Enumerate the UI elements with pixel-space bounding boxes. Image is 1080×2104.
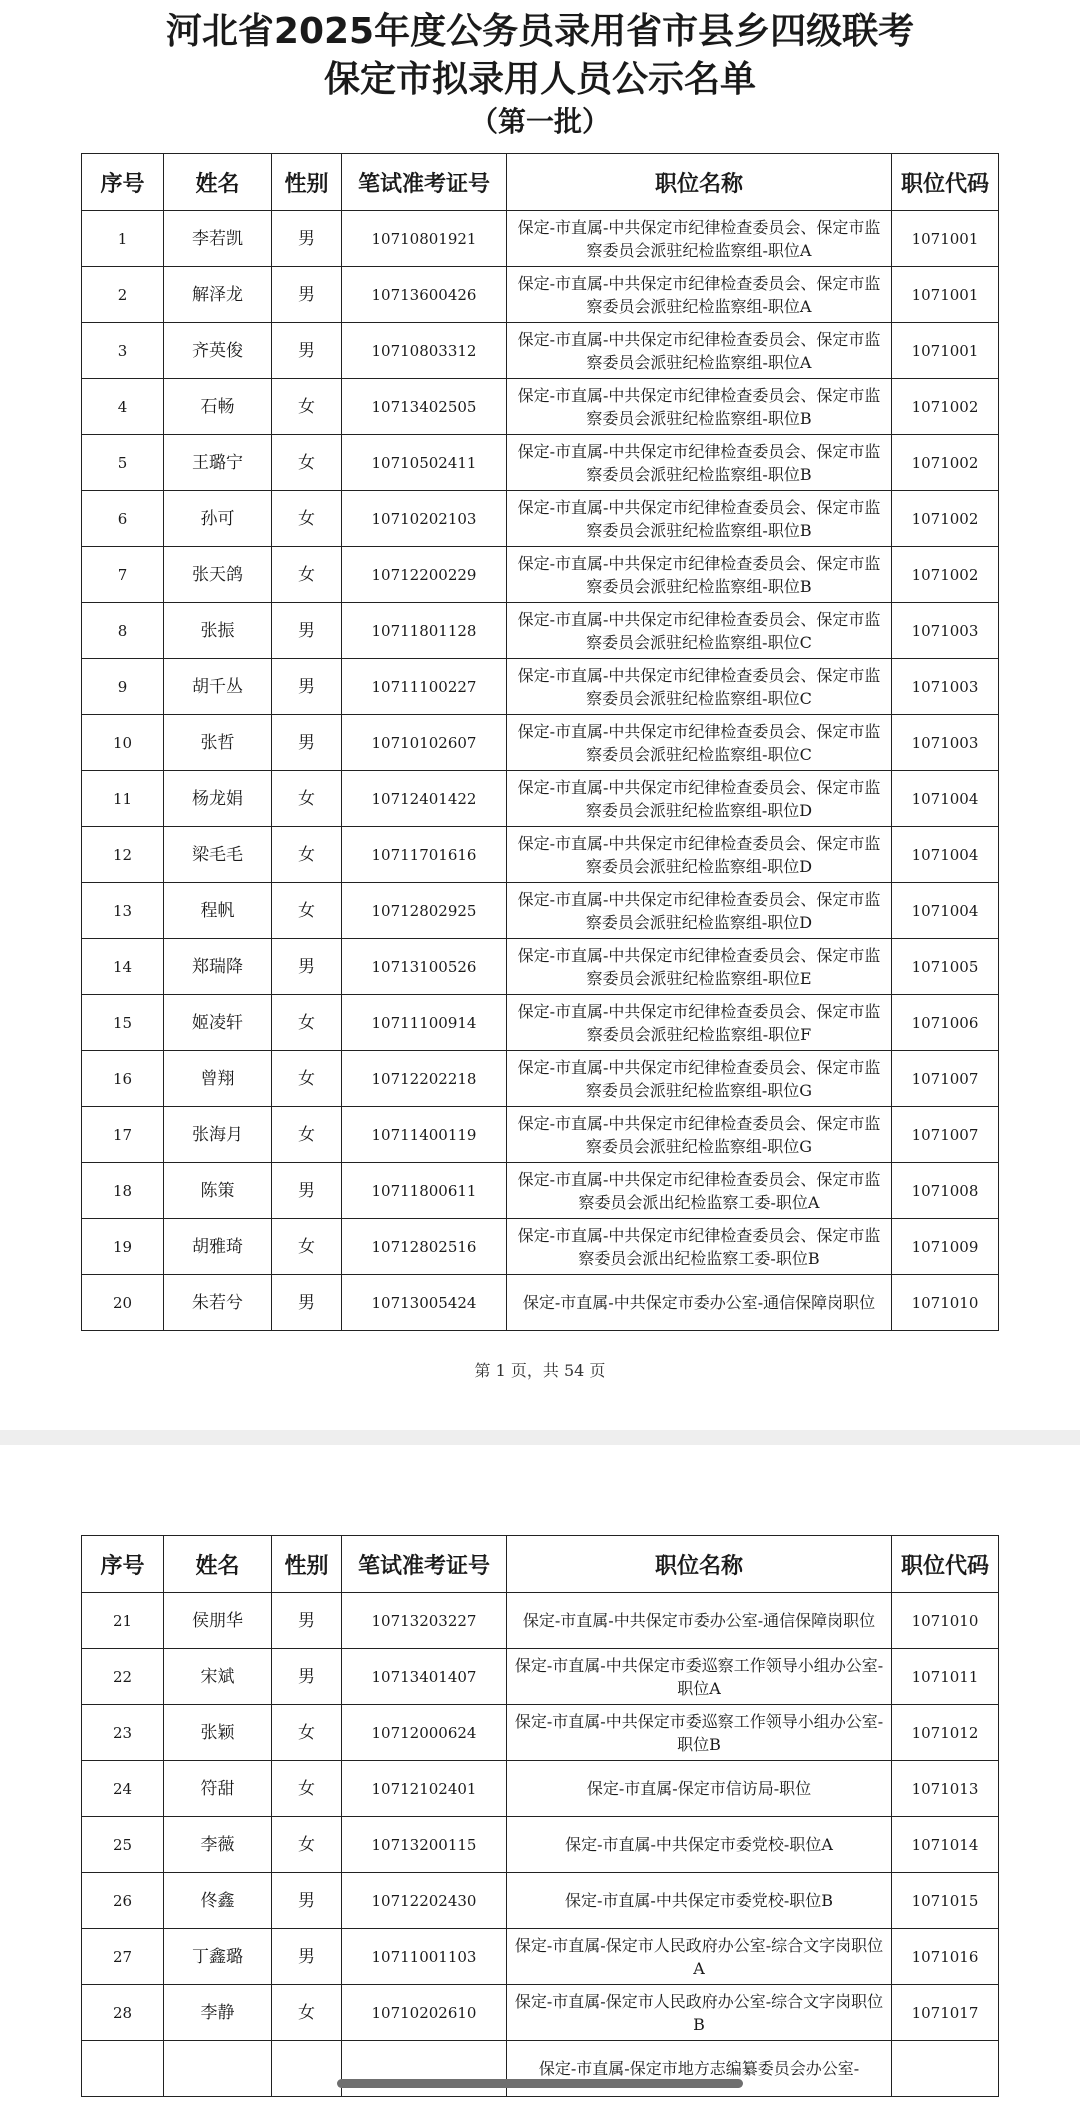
cell-position: 保定-市直属-中共保定市纪律检查委员会、保定市监察委员会派驻纪检监察组-职位B bbox=[507, 491, 892, 547]
table-row bbox=[82, 603, 999, 659]
table-row bbox=[82, 1929, 999, 1985]
cell-index bbox=[82, 2041, 164, 2097]
cell-exam-id: 10713200115 bbox=[342, 1817, 507, 1873]
cell-code: 1071002 bbox=[892, 491, 999, 547]
cell-name: 曾翔 bbox=[164, 1051, 272, 1107]
cell-gender: 女 bbox=[272, 883, 342, 939]
cell-gender: 女 bbox=[272, 547, 342, 603]
cell-index: 23 bbox=[82, 1705, 164, 1761]
cell-gender bbox=[272, 2041, 342, 2097]
table-row bbox=[82, 1107, 999, 1163]
cell-position: 保定-市直属-中共保定市纪律检查委员会、保定市监察委员会派驻纪检监察组-职位E bbox=[507, 939, 892, 995]
cell-name: 程帆 bbox=[164, 883, 272, 939]
cell-exam-id: 10710801921 bbox=[342, 211, 507, 267]
cell-name: 梁毛毛 bbox=[164, 827, 272, 883]
table-row bbox=[82, 435, 999, 491]
cell-gender: 男 bbox=[272, 323, 342, 379]
cell-position: 保定-市直属-中共保定市纪律检查委员会、保定市监察委员会派驻纪检监察组-职位G bbox=[507, 1107, 892, 1163]
cell-position: 保定-市直属-中共保定市委党校-职位A bbox=[507, 1817, 892, 1873]
cell-name: 张天鸽 bbox=[164, 547, 272, 603]
cell-index: 10 bbox=[82, 715, 164, 771]
table-row bbox=[82, 267, 999, 323]
cell-exam-id: 10712200229 bbox=[342, 547, 507, 603]
cell-name: 郑瑞降 bbox=[164, 939, 272, 995]
cell-gender: 女 bbox=[272, 827, 342, 883]
cell-index: 27 bbox=[82, 1929, 164, 1985]
cell-name: 石畅 bbox=[164, 379, 272, 435]
cell-index: 11 bbox=[82, 771, 164, 827]
cell-position: 保定-市直属-中共保定市纪律检查委员会、保定市监察委员会派驻纪检监察组-职位D bbox=[507, 883, 892, 939]
table-row bbox=[82, 1705, 999, 1761]
cell-name: 宋斌 bbox=[164, 1649, 272, 1705]
col-header-gender: 性别 bbox=[272, 1536, 342, 1593]
cell-code bbox=[892, 2041, 999, 2097]
cell-index: 2 bbox=[82, 267, 164, 323]
cell-position: 保定-市直属-中共保定市纪律检查委员会、保定市监察委员会派驻纪检监察组-职位B bbox=[507, 435, 892, 491]
cell-name: 张振 bbox=[164, 603, 272, 659]
cell-gender: 男 bbox=[272, 1929, 342, 1985]
cell-code: 1071001 bbox=[892, 211, 999, 267]
cell-index: 9 bbox=[82, 659, 164, 715]
cell-gender: 男 bbox=[272, 1593, 342, 1649]
document-subtitle: 保定市拟录用人员公示名单 bbox=[323, 59, 756, 100]
table-row bbox=[82, 1219, 999, 1275]
cell-name: 姬凌轩 bbox=[164, 995, 272, 1051]
cell-position: 保定-市直属-中共保定市纪律检查委员会、保定市监察委员会派驻纪检监察组-职位G bbox=[507, 1051, 892, 1107]
cell-position: 保定-市直属-中共保定市纪律检查委员会、保定市监察委员会派驻纪检监察组-职位C bbox=[507, 715, 892, 771]
cell-gender: 男 bbox=[272, 1163, 342, 1219]
cell-index: 4 bbox=[82, 379, 164, 435]
cell-index: 14 bbox=[82, 939, 164, 995]
table-row bbox=[82, 1593, 999, 1649]
cell-index: 18 bbox=[82, 1163, 164, 1219]
col-header-name: 姓名 bbox=[164, 154, 272, 211]
cell-gender: 男 bbox=[272, 715, 342, 771]
cell-code: 1071007 bbox=[892, 1051, 999, 1107]
cell-position: 保定-市直属-中共保定市纪律检查委员会、保定市监察委员会派驻纪检监察组-职位A bbox=[507, 211, 892, 267]
cell-exam-id: 10712802925 bbox=[342, 883, 507, 939]
col-header-name: 姓名 bbox=[164, 1536, 272, 1593]
cell-position: 保定-市直属-中共保定市纪律检查委员会、保定市监察委员会派出纪检监察工委-职位B bbox=[507, 1219, 892, 1275]
cell-exam-id: 10710202610 bbox=[342, 1985, 507, 2041]
cell-exam-id bbox=[342, 2041, 507, 2097]
cell-index: 5 bbox=[82, 435, 164, 491]
cell-name: 解泽龙 bbox=[164, 267, 272, 323]
cell-exam-id: 10711100227 bbox=[342, 659, 507, 715]
cell-index: 16 bbox=[82, 1051, 164, 1107]
cell-position: 保定-市直属-中共保定市委党校-职位B bbox=[507, 1873, 892, 1929]
cell-index: 7 bbox=[82, 547, 164, 603]
cell-code: 1071010 bbox=[892, 1593, 999, 1649]
cell-index: 19 bbox=[82, 1219, 164, 1275]
cell-name: 张颖 bbox=[164, 1705, 272, 1761]
table-row bbox=[82, 939, 999, 995]
cell-code: 1071010 bbox=[892, 1275, 999, 1331]
cell-gender: 女 bbox=[272, 1761, 342, 1817]
page-footer: 第 1 页，共 54 页 bbox=[474, 1361, 606, 1380]
cell-name: 张海月 bbox=[164, 1107, 272, 1163]
cell-name: 胡雅琦 bbox=[164, 1219, 272, 1275]
cell-name: 佟鑫 bbox=[164, 1873, 272, 1929]
cell-gender: 女 bbox=[272, 1051, 342, 1107]
cell-name: 齐英俊 bbox=[164, 323, 272, 379]
page-separator bbox=[0, 1430, 1080, 1445]
cell-gender: 女 bbox=[272, 491, 342, 547]
cell-index: 22 bbox=[82, 1649, 164, 1705]
cell-gender: 男 bbox=[272, 939, 342, 995]
table-row bbox=[82, 659, 999, 715]
cell-index: 15 bbox=[82, 995, 164, 1051]
candidate-table-page-2 bbox=[81, 1535, 999, 2097]
cell-gender: 女 bbox=[272, 1107, 342, 1163]
cell-exam-id: 10713402505 bbox=[342, 379, 507, 435]
cell-position: 保定-市直属-中共保定市委办公室-通信保障岗职位 bbox=[507, 1275, 892, 1331]
table-row bbox=[82, 323, 999, 379]
cell-index: 6 bbox=[82, 491, 164, 547]
document-page-2 bbox=[0, 1445, 1080, 2078]
table-row bbox=[82, 547, 999, 603]
cell-code: 1071007 bbox=[892, 1107, 999, 1163]
cell-exam-id: 10710202103 bbox=[342, 491, 507, 547]
cell-name: 胡千丛 bbox=[164, 659, 272, 715]
table-row bbox=[82, 1649, 999, 1705]
cell-exam-id: 10712802516 bbox=[342, 1219, 507, 1275]
col-header-gender: 性别 bbox=[272, 154, 342, 211]
cell-code: 1071014 bbox=[892, 1817, 999, 1873]
table-row bbox=[82, 715, 999, 771]
col-header-index: 序号 bbox=[82, 1536, 164, 1593]
cell-exam-id: 10713203227 bbox=[342, 1593, 507, 1649]
cell-gender: 女 bbox=[272, 435, 342, 491]
col-header-position: 职位名称 bbox=[507, 154, 892, 211]
cell-name: 丁鑫璐 bbox=[164, 1929, 272, 1985]
cell-name: 朱若兮 bbox=[164, 1275, 272, 1331]
cell-gender: 男 bbox=[272, 1873, 342, 1929]
cell-exam-id: 10713600426 bbox=[342, 267, 507, 323]
col-header-exam-id: 笔试准考证号 bbox=[342, 154, 507, 211]
cell-gender: 男 bbox=[272, 211, 342, 267]
cell-name: 王璐宁 bbox=[164, 435, 272, 491]
cell-gender: 男 bbox=[272, 1649, 342, 1705]
cell-code: 1071003 bbox=[892, 715, 999, 771]
col-header-position: 职位名称 bbox=[507, 1536, 892, 1593]
cell-exam-id: 10713401407 bbox=[342, 1649, 507, 1705]
cell-gender: 男 bbox=[272, 659, 342, 715]
cell-code: 1071009 bbox=[892, 1219, 999, 1275]
cell-position: 保定-市直属-中共保定市纪律检查委员会、保定市监察委员会派驻纪检监察组-职位D bbox=[507, 771, 892, 827]
cell-exam-id: 10712202430 bbox=[342, 1873, 507, 1929]
cell-gender: 男 bbox=[272, 267, 342, 323]
table-row bbox=[82, 1275, 999, 1331]
cell-code: 1071015 bbox=[892, 1873, 999, 1929]
cell-position: 保定-市直属-中共保定市委巡察工作领导小组办公室-职位A bbox=[507, 1649, 892, 1705]
table-header-row bbox=[82, 154, 999, 211]
cell-code: 1071004 bbox=[892, 771, 999, 827]
cell-name: 杨龙娟 bbox=[164, 771, 272, 827]
cell-name bbox=[164, 2041, 272, 2097]
cell-name: 孙可 bbox=[164, 491, 272, 547]
cell-exam-id: 10712000624 bbox=[342, 1705, 507, 1761]
cell-index: 17 bbox=[82, 1107, 164, 1163]
table-row bbox=[82, 995, 999, 1051]
cell-position: 保定-市直属-中共保定市纪律检查委员会、保定市监察委员会派驻纪检监察组-职位C bbox=[507, 659, 892, 715]
cell-code: 1071013 bbox=[892, 1761, 999, 1817]
cell-position: 保定-市直属-中共保定市纪律检查委员会、保定市监察委员会派驻纪检监察组-职位A bbox=[507, 267, 892, 323]
cell-code: 1071001 bbox=[892, 323, 999, 379]
cell-exam-id: 10711400119 bbox=[342, 1107, 507, 1163]
table-row bbox=[82, 883, 999, 939]
cell-position: 保定-市直属-中共保定市纪律检查委员会、保定市监察委员会派出纪检监察工委-职位A bbox=[507, 1163, 892, 1219]
cell-position: 保定-市直属-保定市地方志编纂委员会办公室- bbox=[507, 2041, 892, 2097]
cell-position: 保定-市直属-中共保定市纪律检查委员会、保定市监察委员会派驻纪检监察组-职位A bbox=[507, 323, 892, 379]
cell-code: 1071004 bbox=[892, 827, 999, 883]
cell-position: 保定-市直属-中共保定市纪律检查委员会、保定市监察委员会派驻纪检监察组-职位B bbox=[507, 379, 892, 435]
cell-exam-id: 10712401422 bbox=[342, 771, 507, 827]
cell-gender: 女 bbox=[272, 771, 342, 827]
cell-exam-id: 10710102607 bbox=[342, 715, 507, 771]
cell-code: 1071004 bbox=[892, 883, 999, 939]
cell-position: 保定-市直属-保定市人民政府办公室-综合文字岗职位A bbox=[507, 1929, 892, 1985]
cell-gender: 女 bbox=[272, 1219, 342, 1275]
table-row bbox=[82, 1985, 999, 2041]
cell-index: 20 bbox=[82, 1275, 164, 1331]
cell-exam-id: 10711801128 bbox=[342, 603, 507, 659]
table-row bbox=[82, 827, 999, 883]
cell-exam-id: 10712102401 bbox=[342, 1761, 507, 1817]
cell-exam-id: 10712202218 bbox=[342, 1051, 507, 1107]
table-row bbox=[82, 771, 999, 827]
cell-gender: 女 bbox=[272, 1985, 342, 2041]
cell-index: 12 bbox=[82, 827, 164, 883]
cell-position: 保定-市直属-保定市人民政府办公室-综合文字岗职位B bbox=[507, 1985, 892, 2041]
cell-name: 张哲 bbox=[164, 715, 272, 771]
cell-exam-id: 10711800611 bbox=[342, 1163, 507, 1219]
table-row bbox=[82, 1873, 999, 1929]
cell-index: 26 bbox=[82, 1873, 164, 1929]
cell-code: 1071001 bbox=[892, 267, 999, 323]
cell-position: 保定-市直属-中共保定市委巡察工作领导小组办公室-职位B bbox=[507, 1705, 892, 1761]
cell-exam-id: 10710803312 bbox=[342, 323, 507, 379]
col-header-code: 职位代码 bbox=[892, 154, 999, 211]
cell-gender: 女 bbox=[272, 995, 342, 1051]
document-title: 河北省2025年度公务员录用省市县乡四级联考 bbox=[165, 11, 915, 52]
cell-exam-id: 10711701616 bbox=[342, 827, 507, 883]
cell-code: 1071016 bbox=[892, 1929, 999, 1985]
cell-exam-id: 10710502411 bbox=[342, 435, 507, 491]
cell-code: 1071002 bbox=[892, 435, 999, 491]
cell-position: 保定-市直属-中共保定市委办公室-通信保障岗职位 bbox=[507, 1593, 892, 1649]
table-row bbox=[82, 2041, 999, 2097]
cell-position: 保定-市直属-中共保定市纪律检查委员会、保定市监察委员会派驻纪检监察组-职位B bbox=[507, 547, 892, 603]
cell-exam-id: 10713005424 bbox=[342, 1275, 507, 1331]
cell-code: 1071002 bbox=[892, 547, 999, 603]
col-header-code: 职位代码 bbox=[892, 1536, 999, 1593]
cell-index: 24 bbox=[82, 1761, 164, 1817]
cell-name: 符甜 bbox=[164, 1761, 272, 1817]
table-row bbox=[82, 491, 999, 547]
cell-gender: 女 bbox=[272, 1705, 342, 1761]
cell-code: 1071006 bbox=[892, 995, 999, 1051]
cell-position: 保定-市直属-中共保定市纪律检查委员会、保定市监察委员会派驻纪检监察组-职位F bbox=[507, 995, 892, 1051]
cell-index: 25 bbox=[82, 1817, 164, 1873]
cell-code: 1071002 bbox=[892, 379, 999, 435]
cell-index: 13 bbox=[82, 883, 164, 939]
cell-name: 陈策 bbox=[164, 1163, 272, 1219]
cell-exam-id: 10711100914 bbox=[342, 995, 507, 1051]
batch-label: （第一批） bbox=[469, 105, 610, 138]
table-row bbox=[82, 379, 999, 435]
cell-gender: 女 bbox=[272, 379, 342, 435]
cell-index: 8 bbox=[82, 603, 164, 659]
col-header-index: 序号 bbox=[82, 154, 164, 211]
cell-index: 28 bbox=[82, 1985, 164, 2041]
home-indicator[interactable] bbox=[337, 2079, 743, 2088]
candidate-table-page-1 bbox=[81, 153, 999, 1331]
cell-code: 1071017 bbox=[892, 1985, 999, 2041]
table-row bbox=[82, 211, 999, 267]
table-row bbox=[82, 1163, 999, 1219]
cell-code: 1071011 bbox=[892, 1649, 999, 1705]
cell-code: 1071008 bbox=[892, 1163, 999, 1219]
cell-code: 1071003 bbox=[892, 659, 999, 715]
cell-code: 1071003 bbox=[892, 603, 999, 659]
cell-code: 1071005 bbox=[892, 939, 999, 995]
cell-position: 保定-市直属-保定市信访局-职位 bbox=[507, 1761, 892, 1817]
table-header-row bbox=[82, 1536, 999, 1593]
cell-gender: 男 bbox=[272, 603, 342, 659]
cell-name: 李静 bbox=[164, 1985, 272, 2041]
cell-position: 保定-市直属-中共保定市纪律检查委员会、保定市监察委员会派驻纪检监察组-职位C bbox=[507, 603, 892, 659]
cell-name: 李薇 bbox=[164, 1817, 272, 1873]
table-row bbox=[82, 1761, 999, 1817]
cell-index: 21 bbox=[82, 1593, 164, 1649]
cell-name: 李若凯 bbox=[164, 211, 272, 267]
cell-code: 1071012 bbox=[892, 1705, 999, 1761]
cell-exam-id: 10711001103 bbox=[342, 1929, 507, 1985]
cell-gender: 女 bbox=[272, 1817, 342, 1873]
col-header-exam-id: 笔试准考证号 bbox=[342, 1536, 507, 1593]
cell-position: 保定-市直属-中共保定市纪律检查委员会、保定市监察委员会派驻纪检监察组-职位D bbox=[507, 827, 892, 883]
cell-exam-id: 10713100526 bbox=[342, 939, 507, 995]
cell-index: 3 bbox=[82, 323, 164, 379]
cell-gender: 男 bbox=[272, 1275, 342, 1331]
table-row bbox=[82, 1051, 999, 1107]
cell-index: 1 bbox=[82, 211, 164, 267]
table-row bbox=[82, 1817, 999, 1873]
cell-name: 侯朋华 bbox=[164, 1593, 272, 1649]
